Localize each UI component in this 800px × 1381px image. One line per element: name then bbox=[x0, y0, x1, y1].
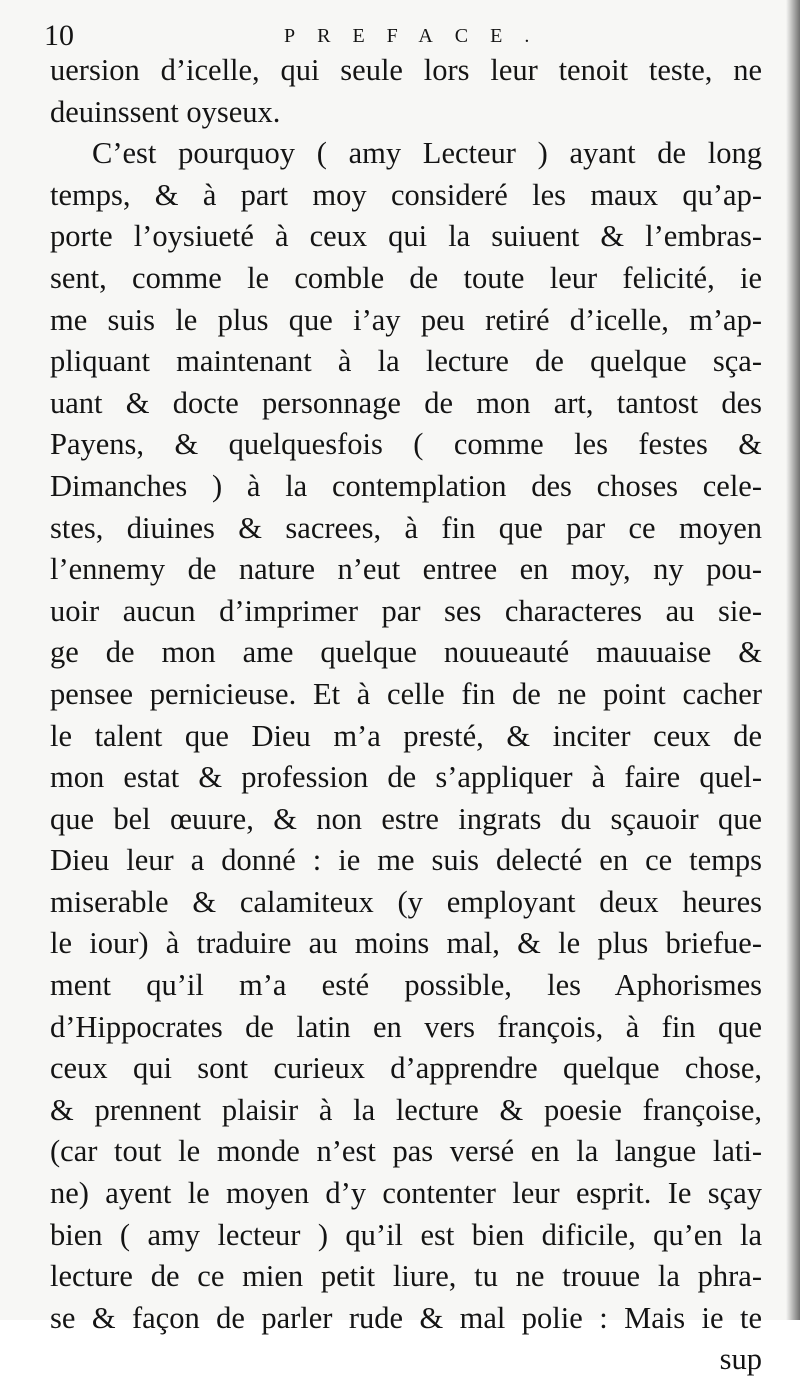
preface-text bbox=[50, 50, 762, 1381]
text-line: uoir aucun d’imprimer par ses characteres au sie- bbox=[50, 593, 762, 628]
text-line: ceux qui sont curieux d’apprendre quelque chose, bbox=[50, 1051, 762, 1086]
text-line: d’Hippocrates de latin en vers françois, à fin que bbox=[50, 1009, 762, 1044]
text-line: porte l’oysiueté à ceux qui la suiuent & l’embras- bbox=[50, 219, 762, 254]
text-line: Payens, & quelquesfois ( comme les festes & bbox=[50, 427, 762, 462]
running-head bbox=[44, 18, 744, 54]
text-line: le iour) à traduire au moins mal, & le plus briefue- bbox=[50, 926, 762, 961]
text-line: que bel œuure, & non estre ingrats du sçauoir que bbox=[50, 801, 762, 836]
page-number: 10 bbox=[44, 19, 74, 52]
text-line: le talent que Dieu m’a presté, & inciter ceux de bbox=[50, 718, 762, 753]
text-line: Dimanches ) à la contemplation des choses cele- bbox=[50, 468, 762, 503]
text-line: me suis le plus que i’ay peu retiré d’icelle, m’ap- bbox=[50, 302, 762, 337]
text-line: uant & docte personnage de mon art, tantost des bbox=[50, 385, 762, 420]
text-line: l’ennemy de nature n’eut entree en moy, ny pou- bbox=[50, 552, 762, 587]
text-line: bien ( amy lecteur ) qu’il est bien dificile, qu’en la bbox=[50, 1217, 762, 1252]
text-line: sent, comme le comble de toute leur felicité, ie bbox=[50, 260, 762, 295]
catchword: sup bbox=[719, 1342, 762, 1377]
text-line: miserable & calamiteux (y employant deux heures bbox=[50, 884, 762, 919]
text-line: temps, & à part moy consideré les maux qu’ap- bbox=[50, 177, 762, 212]
running-head-title: PREFACE. bbox=[284, 25, 552, 47]
text-line: uersion d’icelle, qui seule lors leur tenoit teste, ne bbox=[50, 53, 762, 87]
text-line: se & façon de parler rude & mal polie : Mais ie te bbox=[50, 1300, 762, 1335]
text-line: mon estat & profession de s’appliquer à faire quel- bbox=[50, 760, 762, 795]
text-line: Dieu leur a donné : ie me suis delecté en ce temps bbox=[50, 843, 762, 878]
text-line: stes, diuines & sacrees, à fin que par ce moyen bbox=[50, 510, 762, 545]
text-line: pensee pernicieuse. Et à celle fin de ne point cacher bbox=[50, 676, 762, 711]
text-line: ne) ayent le moyen d’y contenter leur esprit. Ie sçay bbox=[50, 1176, 762, 1211]
text-line: & prennent plaisir à la lecture & poesie françoise, bbox=[50, 1092, 762, 1127]
text-line: ment qu’il m’a esté possible, les Aphorismes bbox=[50, 968, 762, 1003]
text-line: deuinssent oyseux. bbox=[50, 94, 281, 129]
text-line: pliquant maintenant à la lecture de quelque sça- bbox=[50, 344, 762, 379]
text-line: lecture de ce mien petit liure, tu ne trouue la phra- bbox=[50, 1259, 762, 1294]
text-line: (car tout le monde n’est pas versé en la langue lati- bbox=[50, 1134, 762, 1169]
text-line: ge de mon ame quelque nouueauté mauuaise & bbox=[50, 635, 762, 670]
paragraph-first-line: C’est pourquoy ( amy Lecteur ) ayant de long bbox=[92, 136, 762, 171]
